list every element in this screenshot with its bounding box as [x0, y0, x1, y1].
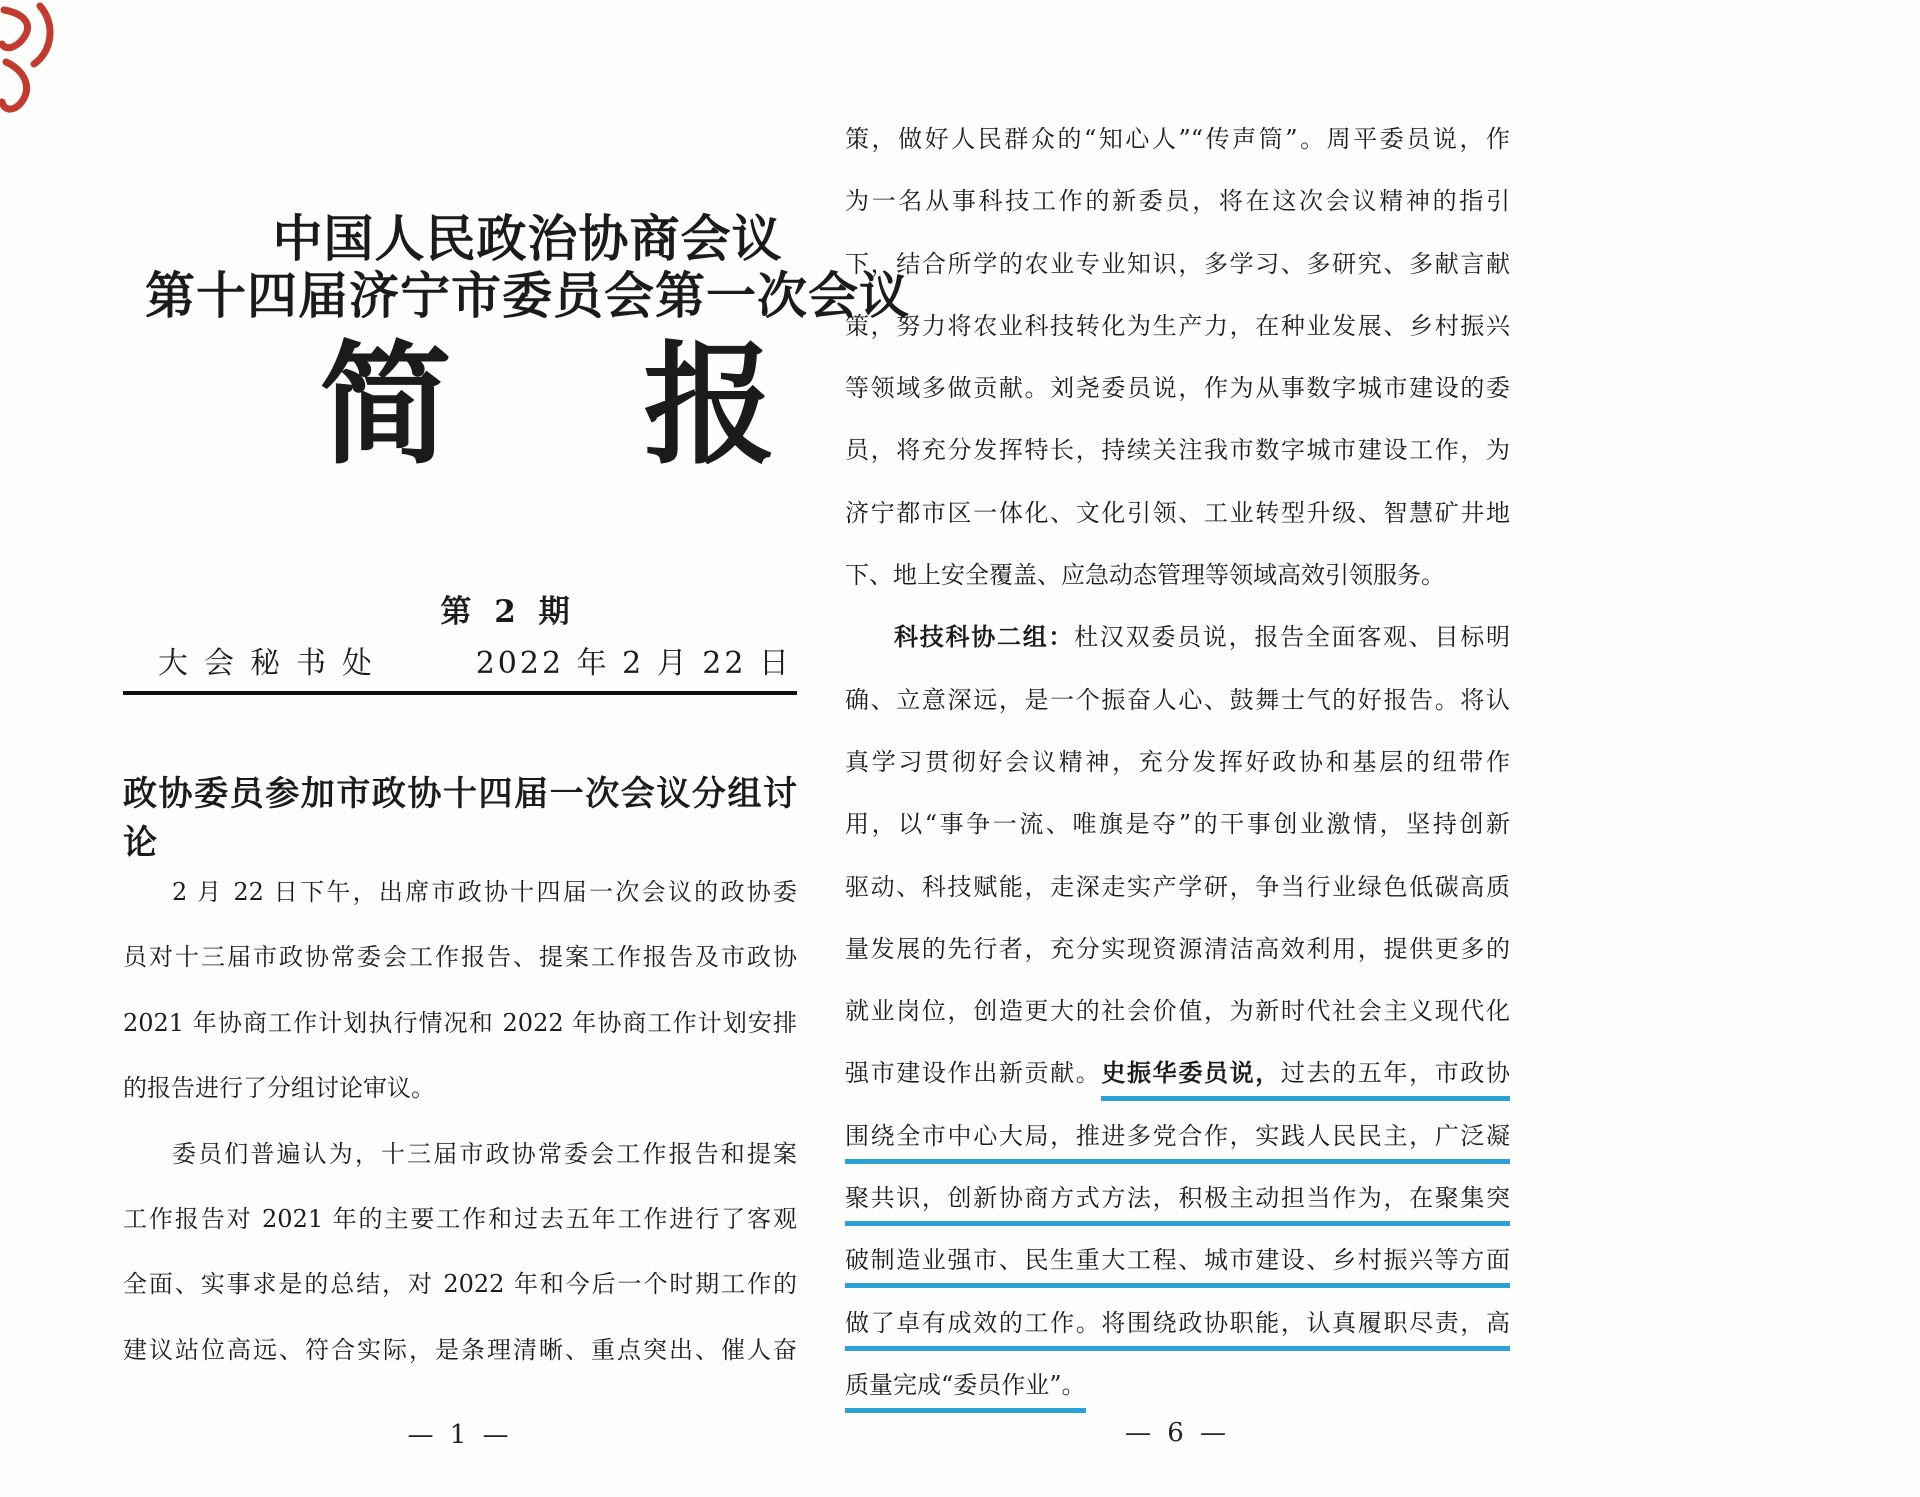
- article-title: 政协委员参加市政协十四届一次会议分组讨论: [123, 774, 797, 863]
- body-line-partially-underlined: [845, 1042, 1510, 1104]
- committee-member-name: 史振华委员说，: [1101, 1058, 1280, 1101]
- body-line: 驱动、科技赋能，走深走实产学研，争当行业绿色低碳高质: [845, 872, 1510, 901]
- masthead-char-jian: 简: [319, 328, 452, 483]
- page-number-right: — 6 —: [1124, 1418, 1231, 1448]
- masthead-divider-rule: [123, 691, 797, 695]
- body-line: 济宁都市区一体化、文化引领、工业转型升级、智慧矿井地: [845, 498, 1510, 527]
- discussion-group-label: 科技科协二组：: [894, 622, 1075, 652]
- body-line-underlined: [845, 1292, 1510, 1354]
- underlined-text: 破制造业强市、民生重大工程、城市建设、乡村振兴等方面: [845, 1246, 1510, 1288]
- org-title-line-1: 中国人民政治协商会议: [272, 209, 783, 268]
- body-line: 工作报告对 2021 年的主要工作和过去五年工作进行了客观: [123, 1204, 797, 1233]
- bulletin-masthead: [160, 328, 935, 483]
- organization-title: [140, 210, 915, 324]
- body-line-underlined: [845, 1167, 1510, 1229]
- issue-date: 2022 年 2 月 22 日: [475, 646, 792, 681]
- masthead-char-bao: 报: [643, 328, 776, 483]
- page-number-left: — 1 —: [407, 1420, 513, 1450]
- underlined-text: 围绕全市中心大局，推进多党合作，实践人民民主，广泛凝: [845, 1122, 1510, 1164]
- body-line-group-heading: [845, 606, 1510, 668]
- body-line: 2 月 22 日下午，出席市政协十四届一次会议的政协委: [172, 878, 797, 906]
- body-line: 2021 年协商工作计划执行情况和 2022 年协商工作计划安排: [123, 1008, 797, 1037]
- underlined-text: 质量完成“委员作业”。: [845, 1371, 1086, 1413]
- body-line: 员对十三届市政协常委会工作报告、提案工作报告及市政协: [123, 943, 797, 972]
- body-line: 建议站位高远、符合实际，是条理清晰、重点突出、催人奋: [123, 1335, 797, 1364]
- body-line: 真学习贯彻好会议精神，充分发挥好政协和基层的纽带作: [845, 747, 1510, 776]
- body-line: 用，以“事争一流、唯旗是夺”的干事创业激情，坚持创新: [845, 810, 1510, 839]
- body-line: 就业岗位，创造更大的社会价值，为新时代社会主义现代化: [845, 997, 1510, 1026]
- issuer-row: [158, 638, 792, 682]
- underlined-text: 过去的五年，市政协: [1281, 1059, 1510, 1101]
- org-title-line-2: 第十四届济宁市委员会第一次会议: [145, 266, 910, 325]
- body-line-text: 杜汉双委员说，报告全面客观、目标明: [1074, 623, 1511, 652]
- issuer-name: 大会秘书处: [158, 646, 388, 681]
- body-line: 为一名从事科技工作的新委员，将在这次会议精神的指引: [845, 187, 1510, 216]
- body-line: 全面、实事求是的总结，对 2022 年和今后一个时期工作的: [123, 1270, 797, 1299]
- underlined-text: 聚共识，创新协商方式方法，积极主动担当作为，在聚集突: [845, 1184, 1510, 1226]
- body-line-underlined: [845, 1105, 1510, 1167]
- body-line: 量发展的先行者，充分实现资源清洁高效利用，提供更多的: [845, 934, 1510, 963]
- body-line: 策，做好人民群众的“知心人”“传声筒”。周平委员说，作: [845, 125, 1510, 153]
- body-line: 员，将充分发挥特长，持续关注我市数字城市建设工作，为: [845, 436, 1510, 465]
- body-line-underlined: [845, 1354, 1510, 1416]
- body-line-text: 强市建设作出新贡献。: [845, 1059, 1102, 1088]
- body-line: 下，结合所学的农业专业知识，多学习、多研究、多献言献: [845, 249, 1510, 278]
- body-line: 下、地上安全覆盖、应急动态管理等领域高效引领服务。: [845, 561, 1445, 590]
- body-line-underlined: [845, 1229, 1510, 1291]
- issue-number: 第 2 期: [440, 594, 576, 630]
- body-line: 的报告进行了分组讨论审议。: [123, 1074, 435, 1103]
- body-line: 等领域多做贡献。刘尧委员说，作为从事数字城市建设的委: [845, 374, 1510, 403]
- body-line: 委员们普遍认为，十三届市政协常委会工作报告和提案: [172, 1139, 797, 1168]
- red-pen-mark-icon: [0, 0, 78, 120]
- body-line: 策，努力将农业科技转化为生产力，在种业发展、乡村振兴: [845, 311, 1510, 340]
- right-page-body: [845, 108, 1510, 1416]
- left-page-body: [123, 860, 797, 1383]
- body-line: 确、立意深远，是一个振奋人心、鼓舞士气的好报告。将认: [845, 685, 1510, 714]
- underlined-text: 做了卓有成效的工作。将围绕政协职能，认真履职尽责，高: [845, 1309, 1510, 1351]
